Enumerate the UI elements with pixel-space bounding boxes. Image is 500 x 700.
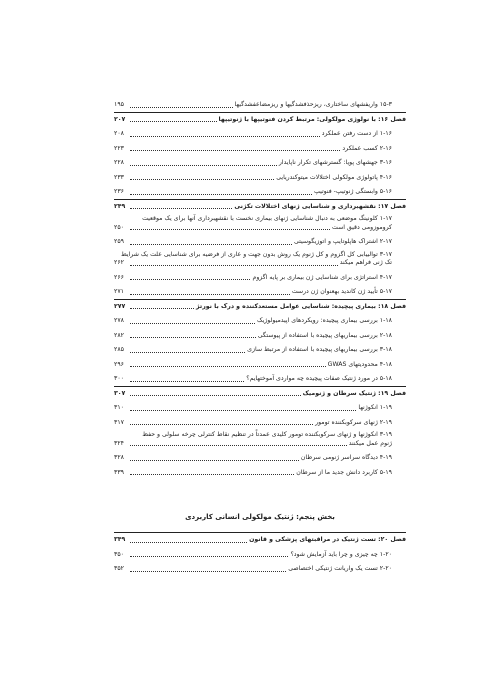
toc-entry (114, 170, 406, 185)
toc-page-number: ۲۳۳ (114, 173, 124, 181)
dot-leader (130, 107, 233, 108)
toc-entry (114, 342, 406, 357)
toc-chapter (114, 532, 406, 547)
toc-page-number: ۲۵۰ (114, 223, 124, 231)
table-of-contents (114, 97, 406, 479)
toc-entry-title: ۲-۱۷ اشتراک هاپلوتایپ و اتوزیگوسیتی (293, 238, 392, 245)
chapter-title: فصل ۱۶: با نولوژی مولکولی: مرتبط کردن فنوتیپها با ژنوتیپها (218, 115, 406, 123)
toc-entry-title: ۱-۱۸ بررسی بیماری پیچیده: رویکردهای اپیدمیولوژیک (257, 317, 392, 324)
toc-entry-title: ۳-۱۹ انکوژنها و ژنهای سرکوبکننده تومور کلیدی عمدتاً در تنظیم نقاط کنترلی چرخه سلولی و حفظ (142, 431, 392, 438)
toc-page-number: ۲۲۸ (114, 159, 124, 166)
toc-entry-title: ۵-۱۶ وابستگی ژنوتیپ- فنوتیپ (314, 188, 392, 195)
dot-leader (130, 366, 326, 367)
dot-leader (130, 194, 312, 195)
dot-leader (130, 121, 217, 122)
toc-entry (114, 547, 406, 562)
chapter-title: فصل ۱۷: نقشهبرداری و شناسایی ژنهای اختلالات تکژنی (234, 202, 406, 210)
table-of-contents-part-five (114, 532, 406, 576)
toc-entry (114, 184, 406, 199)
dot-leader (130, 474, 294, 475)
toc-page-number: ۳۵۲ (114, 565, 124, 572)
dot-leader (130, 556, 288, 557)
toc-entry (114, 371, 406, 386)
toc-entry-line (114, 259, 406, 268)
toc-page-number: ۱۹۵ (114, 101, 124, 108)
toc-entry-title: ۱-۲۰ چه چیزی و چرا باید آزمایش شود؟ (290, 550, 392, 558)
toc-entry (114, 284, 406, 299)
toc-page-number: ۳۳۹ (114, 468, 124, 476)
toc-entry-title: ۲-۱۸ بررسی بیماریهای پیچیده با استفاده از پیوستگی (257, 331, 392, 339)
toc-page-number: ۳۵۰ (114, 550, 124, 558)
chapter-title: فصل ۱۸: بیماری پیچیده: شناسایی عوامل مستعدکننده و درک با نورتژ (196, 302, 406, 310)
dot-leader (130, 179, 274, 180)
toc-chapter (114, 199, 406, 214)
toc-page-number: ۲۳۶ (114, 188, 124, 195)
toc-entry-title: ۴-۱۹ دیدگاه سراسر ژنومی سرطان (300, 454, 392, 461)
dot-leader (130, 323, 255, 324)
toc-chapter (114, 112, 406, 127)
toc-entry-title: ۱-۱۶ از دست رفتن عملکرد (321, 130, 392, 137)
toc-entry-title: ۱-۱۷ کلونینگ موضعی به دنبال شناسایی ژنهای بیماری نخست با نقشهبرداری آنها برای یک موقعیت (142, 215, 392, 222)
toc-page-number: ۲۹۶ (114, 360, 124, 368)
dot-leader (130, 150, 340, 151)
toc-entry (114, 249, 406, 270)
toc-entry (114, 313, 406, 328)
toc-entry-title: ۵-۱۹ کاربرد دانش جدید ما از سرطان (296, 468, 392, 476)
toc-entry (114, 270, 406, 285)
toc-entry-title: ۵-۱۸ در مورد ژنتیک صفات پیچیده چه مواردی آموختهایم؟ (246, 375, 392, 382)
toc-entry (114, 155, 406, 170)
toc-chapter (114, 299, 406, 314)
toc-page-number: ۳۰۷ (114, 389, 126, 397)
toc-entry (114, 450, 406, 465)
toc-entry (114, 234, 406, 249)
toc-entry-title: ۳-۱۷ توالییابی کل اگزوم و کل ژنوم یک روش بدون جهت و عاری از فرضیه برای شناسایی علت یک شرایط (120, 250, 392, 258)
dot-leader (130, 410, 356, 411)
dot-leader (130, 460, 299, 461)
dot-leader (130, 165, 277, 166)
toc-entry-title: ۱۵-۳ واریفشهای ساختاری، ریزحذفشدگیها و ریزمضاعفشدگیها (234, 101, 392, 108)
toc-entry (114, 429, 406, 450)
dot-leader (130, 279, 250, 280)
dot-leader (130, 208, 232, 209)
toc-entry-title-continued: ژنوم عمل میکنند (348, 439, 392, 447)
toc-page-number: ۲۸۲ (114, 331, 124, 339)
toc-entry-title: ۳-۱۶ جهشهای پویا: گسترشهای تکرار ناپایدار (278, 159, 392, 166)
part-heading: بخش پنجم: ژنتیک مولکولی انسانی کاربردی (185, 513, 335, 521)
chapter-title: فصل ۲۰: تست ژنتیک در مراقبتهای پزشکی و قانون (249, 536, 406, 543)
dot-leader (130, 229, 330, 230)
toc-entry (114, 561, 406, 576)
toc-entry-title-continued: کروموزومی دقیق است (332, 223, 392, 231)
toc-entry-title-continued: تک ژنی فراهم میکند (339, 259, 392, 266)
dot-leader (130, 424, 313, 425)
toc-entry-title: ۵-۱۷ تأیید ژن کاندید بهعنوان ژن درست (291, 288, 392, 295)
dot-leader (130, 445, 347, 446)
dot-leader (130, 308, 194, 309)
toc-entry-title: ۱-۱۹ انکوژنها (358, 404, 392, 411)
dot-leader (130, 352, 245, 353)
toc-entry (114, 357, 406, 372)
toc-page-number: ۳۴۹ (114, 536, 126, 543)
toc-entry (114, 97, 406, 112)
toc-entry-title: ۳-۱۸ بررسی بیماریهای پیچیده با استفاده از مرتبط سازی (247, 346, 392, 353)
toc-page-number: ۲۵۹ (114, 238, 124, 245)
toc-page-number: ۳۲۸ (114, 454, 124, 461)
toc-entry-title: ۴-۱۶ پاتولوژی مولکولی اختلالات میتوکندریایی (276, 173, 392, 181)
toc-page-number: ۳۱۰ (114, 404, 124, 411)
toc-page-number: ۲۲۳ (114, 144, 124, 152)
toc-entry-title: ۴-۱۸ محدودیتهای GWAS (327, 360, 392, 368)
toc-page-number: ۳۰۰ (114, 375, 124, 382)
toc-entry-title: ۲-۱۹ ژنهای سرکوبکننده تومور (315, 418, 392, 426)
dot-leader (130, 381, 244, 382)
toc-entry-title: ۲-۱۶ کسب عملکرد (342, 144, 392, 152)
toc-entry-line (114, 224, 406, 233)
toc-entry (114, 400, 406, 415)
dot-leader (130, 244, 292, 245)
toc-page-number: ۲۸۵ (114, 346, 124, 353)
toc-page-number: ۲۷۸ (114, 317, 124, 324)
toc-entry (114, 328, 406, 343)
toc-page-number: ۲۰۸ (114, 130, 124, 137)
toc-page-number: ۲۶۶ (114, 273, 124, 281)
toc-entry (114, 213, 406, 234)
toc-entry-title: ۴-۱۷ استراتژی برای شناسایی ژن بیماری بر پایه اگزوم (252, 273, 392, 281)
toc-page-number: ۳۲۴ (114, 439, 124, 447)
toc-page-number: ۲۶۲ (114, 259, 124, 266)
dot-leader (130, 571, 286, 572)
dot-leader (130, 265, 338, 266)
toc-page-number: ۳۱۷ (114, 418, 124, 426)
dot-leader (130, 294, 290, 295)
toc-page-number: ۲۰۷ (114, 115, 126, 123)
dot-leader (130, 542, 247, 543)
dot-leader (130, 395, 301, 396)
toc-entry (114, 465, 406, 480)
chapter-title: فصل ۱۹: ژنتیک سرطان و ژنومیک (302, 389, 406, 397)
toc-entry-title: ۲-۲۰ تست یک واریانت ژنتیکی اختصاصی (288, 565, 392, 572)
dot-leader (130, 337, 256, 338)
dot-leader (130, 136, 320, 137)
toc-page-number: ۲۴۹ (114, 202, 126, 210)
toc-entry (114, 141, 406, 156)
toc-chapter (114, 386, 406, 401)
toc-entry (114, 126, 406, 141)
toc-page-number: ۲۷۱ (114, 288, 124, 295)
toc-page-number: ۲۷۷ (114, 302, 126, 310)
toc-entry-line (114, 440, 406, 449)
toc-entry (114, 415, 406, 430)
